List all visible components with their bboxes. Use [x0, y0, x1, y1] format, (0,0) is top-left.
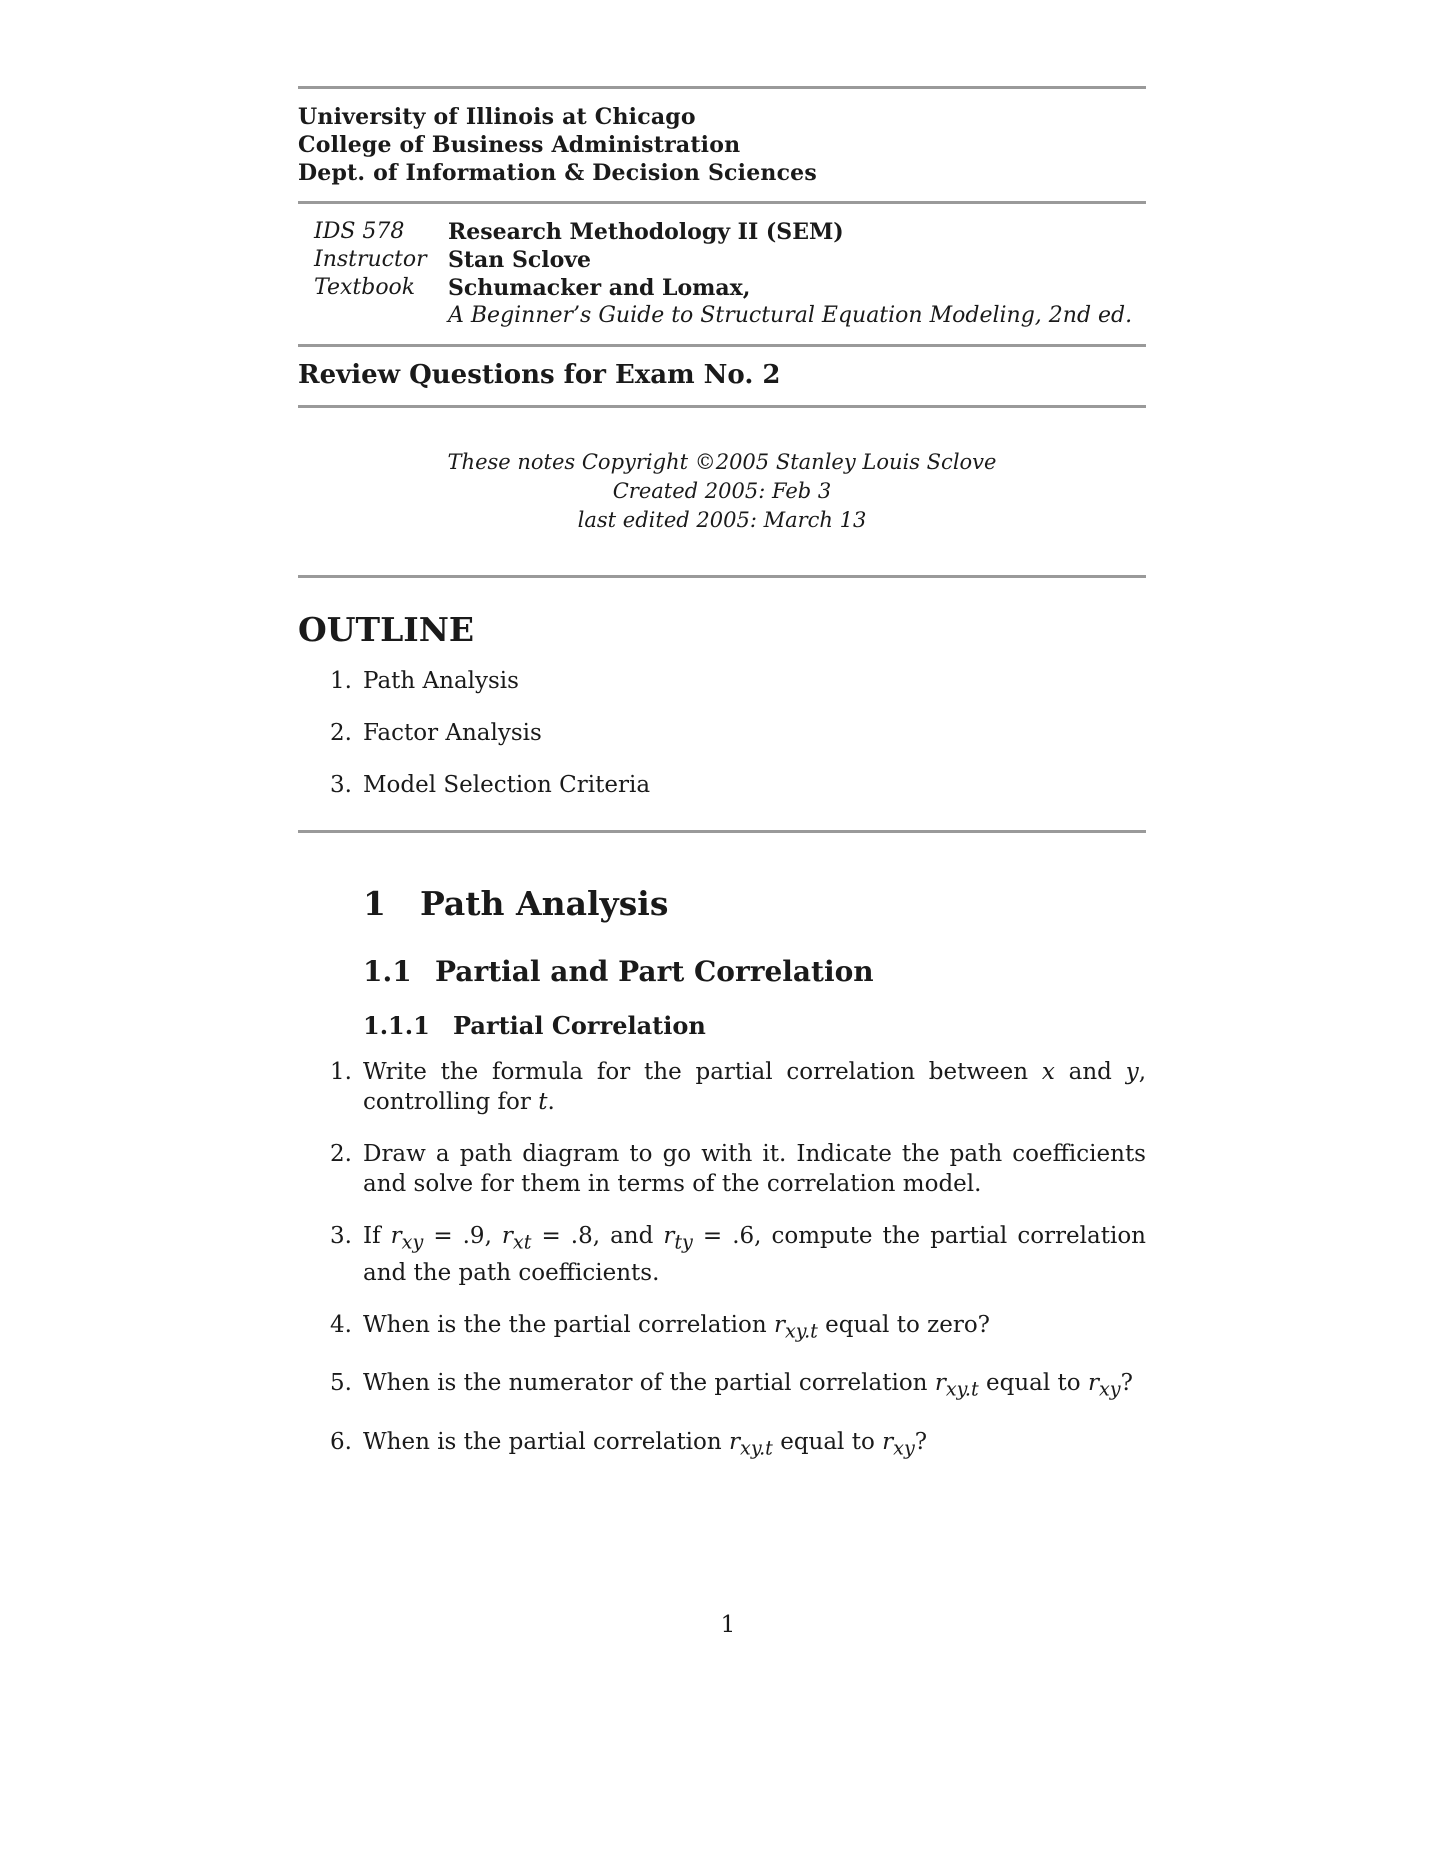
textbook-key: Textbook [314, 275, 416, 300]
outline-item: 1. Path Analysis [330, 668, 519, 694]
institution-line-3: Dept. of Information & Decision Sciences [298, 160, 817, 186]
question-item: 4. When is the the partial correlation $r_{xy.t}$ equal to zero? [330, 1311, 991, 1343]
question-item: 2. Draw a path diagram to go with it. Indicate the path coefficients and solve for them in terms of the correlation model. [330, 1141, 1146, 1197]
question-item: 6. When is the partial correlation $r_{xy.t}$ equal to $r_{xy}$? [330, 1428, 928, 1460]
question-item: 3. If $r_{xy} = .9$, $r_{xt} = .8$, and $r_{ty} = .6$, compute the partial correlation and the path coefficients. [330, 1223, 1146, 1286]
created-line: Created 2005: Feb 3 [612, 479, 832, 503]
course-info [298, 204, 1146, 344]
institution-line-2: College of Business Administration [298, 132, 741, 158]
question-item: 1. Write the formula for the partial correlation between x and y, controlling for t. [330, 1059, 1146, 1115]
subsection-heading: 1.1 Partial and Part Correlation [363, 955, 874, 988]
copyright-line: These notes Copyright ©2005 Stanley Louis Sclove [447, 450, 997, 474]
outline-title: OUTLINE [298, 610, 475, 649]
question-list [330, 1057, 1146, 1463]
exam-title: Review Questions for Exam No. 2 [298, 360, 781, 390]
course-value: Research Methodology II (SEM) [448, 219, 844, 245]
institution-line-1: University of Illinois at Chicago [298, 104, 696, 130]
document-page [298, 86, 1146, 1485]
copyright-notes [298, 408, 1146, 575]
textbook-value: Schumacker and Lomax, [448, 275, 751, 301]
edited-line: last edited 2005: March 13 [577, 508, 867, 532]
section-heading: 1 Path Analysis [363, 884, 669, 923]
subsubsection-heading: 1.1.1 Partial Correlation [363, 1011, 706, 1040]
main-content [298, 833, 1146, 1463]
course-key: IDS 578 [314, 219, 405, 244]
outline-list [330, 666, 1146, 800]
outline-item: 3. Model Selection Criteria [330, 772, 651, 798]
instructor-value: Stan Sclove [448, 247, 592, 273]
rule-after-notes [298, 575, 1146, 578]
institution-block [298, 89, 1146, 201]
instructor-key: Instructor [314, 247, 427, 272]
outline-item: 2. Factor Analysis [330, 720, 542, 746]
textbook-title: A Beginner’s Guide to Structural Equation Modeling, 2nd ed. [448, 303, 1133, 328]
page-number: 1 [720, 1612, 736, 1638]
question-item: 5. When is the numerator of the partial correlation $r_{xy.t}$ equal to $r_{xy}$? [330, 1370, 1133, 1401]
